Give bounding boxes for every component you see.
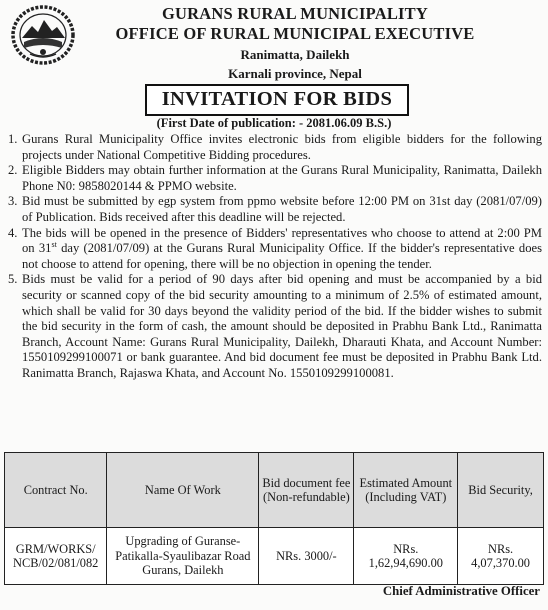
item-number: 5.: [8, 272, 18, 287]
publication-date: (First Date of publication: - 2081.06.09 B.S.): [156, 116, 392, 130]
municipality-name: GURANS RURAL MUNICIPALITY: [162, 4, 428, 23]
table-row: [5, 528, 544, 585]
item-text: Gurans Rural Municipality Office invites electronic bids from eligible bidders for the following projects under National Competitive Bidding procedures.: [22, 132, 542, 162]
document-fee-cell: NRs. 3000/-: [259, 528, 354, 585]
list-item: [8, 132, 542, 163]
column-header: Bid document fee (Non-refundable): [259, 453, 354, 528]
column-header: Estimated Amount (Including VAT): [354, 453, 458, 528]
item-text: Eligible Bidders may obtain further information at the Gurans Rural Municipality, Ranimatta, Dailekh Phone N0: 9858020144 & PPMO website.: [22, 163, 542, 193]
list-item: [8, 272, 542, 381]
work-name-cell: Upgrading of Guranse-Patikalla-Syaulibazar Road Gurans, Dailekh: [107, 528, 259, 585]
estimated-amount-cell: NRs. 1,62,94,690.00: [354, 528, 458, 585]
contract-number-cell: GRM/WORKS/ NCB/02/081/082: [5, 528, 107, 585]
bid-table: [4, 452, 544, 585]
item-text: Bid must be submitted by egp system from ppmo website before 12:00 PM on 31st day (2081/07/09) of Publication. Bids received after this deadline will be rejected.: [22, 194, 542, 224]
table-header-row: [5, 453, 544, 528]
item-text-part: The bids will be opened in the presence of Bidders' representatives who choose to attend at 2:00 PM on 31: [22, 225, 542, 256]
item-number: 4.: [8, 225, 18, 240]
item-text: Bids must be valid for a period of 90 days after bid opening and must be accompanied by a bid security or scanned copy of the bid security amounting to a minimum of 2.5% of estimated amount, which shall be valid for 30 days beyond the validity period of the bid. If the bidder wishes to submit the bid security in the form of cash, the amount should be deposited in Prabhu Bank Ltd., Ranimatta Branch, Account Name: Gurans Rural Municipality, Dailekh, Dharauti Khata, and Account Number: 1550109299100071 or bank guarantee. And bid document fee must be deposited in Prabhu Bank Ltd. Ranimatta Branch, Rajaswa Khata, and Account No. 1550109299100081.: [22, 272, 542, 380]
item-text-part: day (2081/07/09) at the Gurans Rural Municipality Office. If the bidder's representative does not choose to attend for opening, there will be no objection in opening the tender.: [22, 241, 542, 271]
item-text: [22, 226, 542, 273]
column-header: Name Of Work: [107, 453, 259, 528]
office-location: Ranimatta, Dailekh: [240, 47, 350, 62]
column-header: Contract No.: [5, 453, 107, 528]
list-item: [8, 194, 542, 225]
province-name: Karnali province, Nepal: [228, 66, 362, 81]
notice-title: INVITATION FOR BIDS: [145, 84, 409, 116]
item-number: 2.: [8, 163, 18, 178]
signatory-title: Chief Administrative Officer: [382, 584, 540, 598]
bid-security-cell: NRs. 4,07,370.00: [458, 528, 544, 585]
list-item: [8, 226, 542, 273]
government-emblem-icon: [10, 4, 76, 66]
item-number: 3.: [8, 194, 18, 209]
item-number: 1.: [8, 132, 18, 146]
ordinal-suffix: st: [51, 239, 57, 249]
office-name: OFFICE OF RURAL MUNICIPAL EXECUTIVE: [115, 24, 475, 43]
column-header: Bid Security,: [458, 453, 544, 528]
list-item: [8, 163, 542, 194]
notice-items: [8, 132, 542, 382]
